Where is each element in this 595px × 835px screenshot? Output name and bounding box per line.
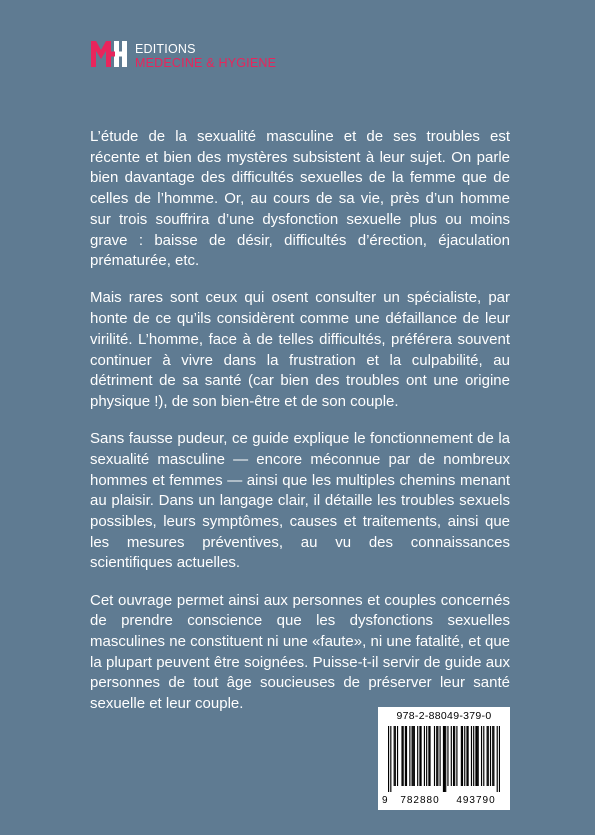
barcode-digit-first: 9 bbox=[382, 795, 389, 806]
barcode-digits-right: 493790 bbox=[456, 795, 496, 806]
back-cover-text bbox=[90, 127, 510, 731]
publisher-logo bbox=[91, 41, 276, 70]
barcode-digits bbox=[378, 795, 510, 806]
publisher-line1: EDITIONS bbox=[135, 42, 196, 56]
publisher-line2: MEDECINE & HYGIENE bbox=[135, 56, 277, 70]
isbn-number: 978-2-88049-379-0 bbox=[396, 710, 492, 722]
paragraph-1: L’étude de la sexualité masculine et de ses troubles est récente et bien des mystères subsistent à leur sujet. On parle bien davantage des difficultés sexuelles de la femme que de celles de l’homme. Or, au cours de sa vie, près d’un homme sur trois souffrira d’une dysfonction sexuelle plus ou moins grave : baisse de désir, difficultés d’érection, éjaculation prématurée, etc. bbox=[90, 128, 510, 270]
isbn-barcode bbox=[378, 707, 510, 810]
barcode-digits-left: 782880 bbox=[400, 795, 440, 806]
paragraph-2: Mais rares sont ceux qui osent consulter un spécialiste, par honte de ce qu’ils considèrent comme une défaillance de leur virilité. L’homme, face à de telles difficultés, préférera souvent continuer à vivre dans la frustration et la culpabilité, au détriment de sa santé (car bien des troubles ont une origine physique !), de son bien-être et de son couple. bbox=[90, 289, 510, 410]
paragraph-3: Sans fausse pudeur, ce guide explique le fonctionnement de la sexualité masculine — encore méconnue par de nombreux hommes et femmes — ainsi que les multiples chemins menant au plaisir. Dans un langage clair, il détaille les troubles sexuels possibles, leurs symptômes, causes et traitements, ainsi que les mesures préventives, au vu des connaissances scientifiques actuelles. bbox=[90, 430, 510, 572]
barcode-bars-icon bbox=[388, 726, 500, 792]
paragraph-4: Cet ouvrage permet ainsi aux personnes et couples concernés de prendre conscience que les dysfonctions sexuelles masculines ne constituent ni une «faute», ni une fatalité, et que la plupart peuvent être soignées. Puisse-t-il servir de guide aux personnes de tout âge soucieuses de préserver leur santé sexuelle et leur couple. bbox=[90, 591, 510, 713]
mh-logo-icon bbox=[91, 41, 127, 67]
